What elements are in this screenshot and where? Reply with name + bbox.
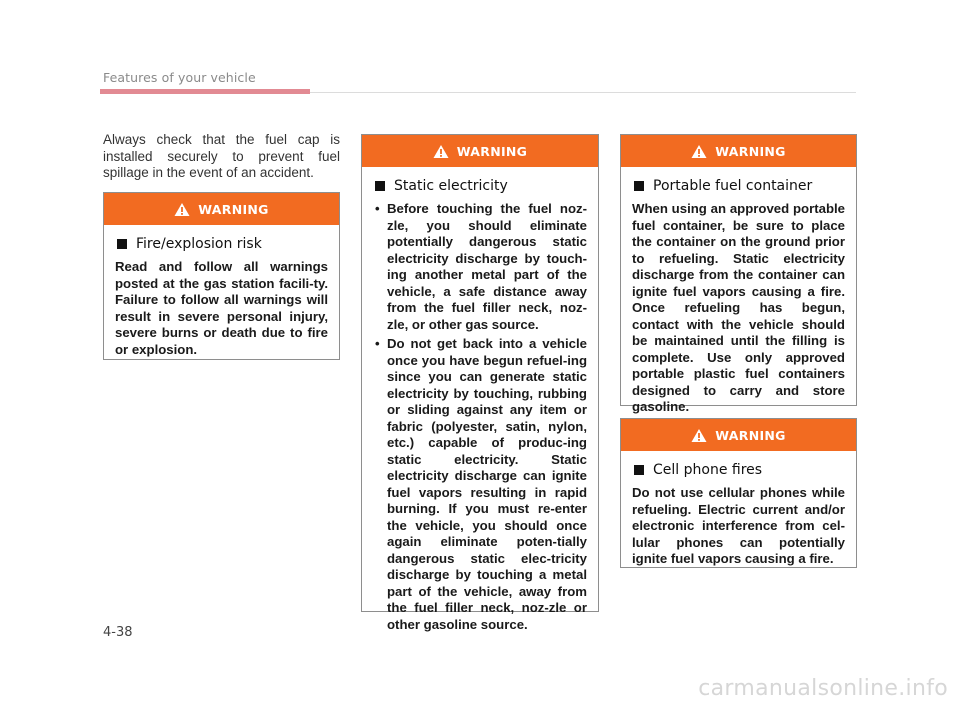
warning-label: WARNING bbox=[456, 143, 528, 159]
page-number: 4-38 bbox=[103, 625, 133, 640]
warning-title-text: Fire/explosion risk bbox=[136, 236, 262, 252]
list-item bbox=[373, 201, 587, 333]
warning-box-fire-explosion bbox=[103, 192, 340, 360]
warning-header bbox=[104, 193, 339, 225]
warning-bullet-list bbox=[373, 201, 587, 633]
bullet-dot-icon: • bbox=[375, 201, 380, 216]
warning-title bbox=[375, 178, 587, 194]
list-item bbox=[373, 336, 587, 633]
warning-header bbox=[362, 135, 598, 167]
black-square-icon bbox=[375, 181, 385, 191]
section-header: Features of your vehicle bbox=[103, 70, 256, 85]
warning-text: Read and follow all warnings posted at the gas station facili-ty. Failure to follow all warnings will result in severe personal injury, severe burns or death due to fire or explosion. bbox=[115, 259, 328, 357]
warning-triangle-icon bbox=[433, 144, 449, 159]
warning-title-text: Static electricity bbox=[394, 178, 508, 194]
warning-triangle-icon bbox=[174, 202, 190, 217]
warning-title bbox=[634, 178, 845, 194]
header-accent-rule bbox=[100, 89, 310, 94]
watermark: carmanualsonline.info bbox=[698, 676, 948, 701]
warning-title bbox=[634, 462, 845, 478]
warning-text: When using an approved portable fuel container, be sure to place the container on the ground prior to refueling. Static electricity discharge from the container can ignite fuel vapors causing a fire. Once refueling has begun, contact with the vehicle should be maintained until the filling is complete. Use only approved portable plastic fuel containers designed to carry and store gasoline. bbox=[632, 201, 845, 414]
warning-title-text: Cell phone fires bbox=[653, 462, 763, 478]
warning-label: WARNING bbox=[715, 143, 786, 159]
warning-title-text: Portable fuel container bbox=[653, 178, 813, 194]
list-item-text: Do not get back into a vehicle once you have begun refuel-ing since you can generate static electricity by touching, rubbing or sliding against any item or fabric (polyester, satin, nylon, etc.) capable of produc-ing static electricity. Static electricity discharge can ignite fuel vapors resulting in rapid burning. If you must re-enter the vehicle, you should once again eliminate poten-tially dangerous static elec-tricity discharge by touching a metal part of the vehicle, away from the fuel filler neck, noz-zle or other gasoline source. bbox=[387, 336, 587, 632]
list-item-text: Before touching the fuel noz-zle, you should eliminate potentially dangerous static electricity discharge by touch-ing another metal part of the vehicle, a safe distance away from the fuel filler neck, noz-zle, or other gas source. bbox=[387, 201, 587, 332]
bullet-dot-icon: • bbox=[375, 336, 380, 351]
warning-label: WARNING bbox=[198, 201, 269, 217]
warning-box-static-electricity bbox=[361, 134, 599, 632]
warning-text: Do not use cellular phones while refueling. Electric current and/or electronic interference from cel-lular phones can potentially ignite fuel vapors causing a fire. bbox=[632, 485, 845, 566]
black-square-icon bbox=[634, 465, 644, 475]
black-square-icon bbox=[117, 239, 127, 249]
warning-label: WARNING bbox=[715, 427, 786, 443]
warning-triangle-icon bbox=[691, 144, 707, 159]
header-divider bbox=[310, 92, 856, 93]
warning-box-cell-phone-fires bbox=[620, 418, 857, 568]
warning-header bbox=[621, 135, 856, 167]
black-square-icon bbox=[634, 181, 644, 191]
warning-header bbox=[621, 419, 856, 451]
warning-title bbox=[117, 236, 328, 252]
warning-triangle-icon bbox=[691, 428, 707, 443]
intro-paragraph: Always check that the fuel cap is installed securely to prevent fuel spillage in the event of an accident. bbox=[103, 132, 340, 180]
warning-box-portable-fuel-container bbox=[620, 134, 857, 414]
